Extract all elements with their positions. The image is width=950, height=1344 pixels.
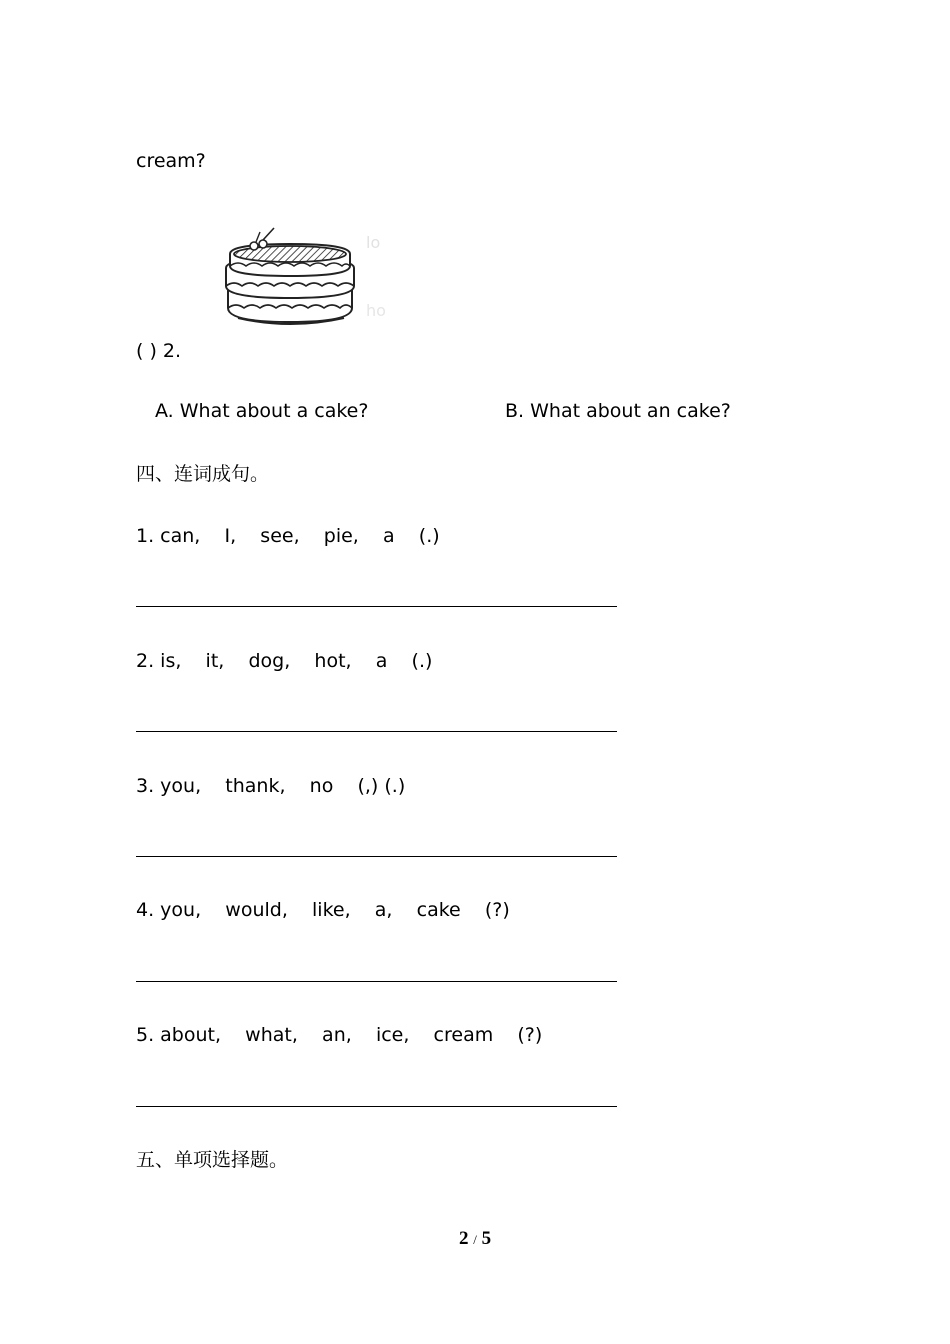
page-number	[0, 1228, 950, 1250]
section-4-title: 四、连词成句。	[136, 463, 270, 485]
svg-text:ho: ho	[366, 301, 386, 320]
sentence-item: 5. about, what, an, ice, cream (?)	[136, 1024, 543, 1046]
continued-text: cream?	[136, 150, 206, 172]
page-current: 2	[458, 1228, 469, 1249]
section-5-title: 五、单项选择题。	[136, 1149, 289, 1171]
answer-line	[136, 981, 617, 982]
sentence-item: 2. is, it, dog, hot, a (.)	[136, 650, 433, 672]
sentence-item: 3. you, thank, no (,) (.)	[136, 775, 406, 797]
sentence-item: 1. can, I, see, pie, a (.)	[136, 525, 440, 547]
answer-line	[136, 1106, 617, 1107]
question-2-option-b: B. What about an cake?	[505, 400, 731, 422]
sentence-item: 4. you, would, like, a, cake (?)	[136, 899, 510, 921]
answer-line	[136, 856, 617, 857]
question-2-number: ( ) 2.	[136, 340, 182, 362]
svg-text:lo: lo	[366, 233, 381, 252]
answer-line	[136, 731, 617, 732]
cake-icon	[216, 224, 398, 336]
page-total: 5	[481, 1228, 492, 1249]
answer-line	[136, 606, 617, 607]
page-separator: /	[473, 1232, 477, 1247]
question-2-option-a: A. What about a cake?	[155, 400, 369, 422]
